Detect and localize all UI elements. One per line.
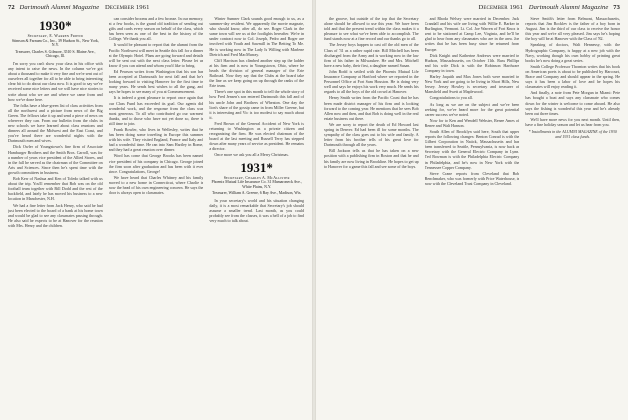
- column-paragraph: Dick Knight and Katherine Andrews were married in Hudson, Massachusetts, on October 11th. Russ Phillips and his wife Dick is with the Robinson Hardware Company in town.: [424, 52, 520, 73]
- class-secretary: Secretary, E. Warren Friend: [27, 34, 83, 38]
- text-column: [425, 16, 520, 416]
- column-paragraph: John Rodd is settled with the Phoenix Mutual Life Insurance Company at Hartford where we reported in the Personnel Office at Fort Sam Houston. He is doing very well and says he enjoys his work very much. He sends his regards to all the boys of the old crowd at Hanover.: [324, 68, 419, 95]
- left-page: [0, 0, 312, 420]
- column-paragraph: Harley Jaquith and Max Jones both were married in New York and are going to be living in Short Hills, New Jersey. Jersey Howley is secretary and treasurer of Mansfield and Swett at Maplewood.: [424, 74, 520, 95]
- right-running-head: [324, 4, 620, 14]
- left-page-number: 72: [8, 4, 15, 11]
- column-paragraph: Speaking of doctors, Walt Hennessy, with the Hydrographic Company, is happy at a new job with the Navy, working though his own hobby of printing great books he's now doing a great series.: [525, 42, 621, 63]
- text-column: [109, 16, 204, 416]
- text-column: [525, 16, 620, 416]
- column-paragraph: South Allen of Brooklyn said here, South that upper reports the following changes: Benton Conrad is with the Gilbert Corporation in Natick, Massachusetts and has been transferred to Seattle, Pennsylvania, is now back as Secretary with the General Electric Company in Lynn. Ted Bowman is with the Philadelphia Electric Company in Philadelphia, and he's now in New York with the Tennessee Copper Company.: [424, 128, 520, 170]
- text-column: [209, 16, 304, 416]
- column-paragraph: Steve Crane reports from Cleveland that Bob Benchmaker, who was formerly with Price Waterhouse, is now with the Cleveland Trust Company in Cleveland.: [424, 170, 520, 186]
- column-paragraph: Now for to Ken and Wendell Webster, Renee Ames of Renee and Walt Hanson.: [424, 117, 520, 128]
- column-paragraph: Dick Owler of Youngstown's fine firm of Associate Hamburger Brothers and the Smith Bros. Carroll, was for a number of years vice president of the Allied Stores, and in the fall he served as the chairman of the Committee on Arts and Sciences. Since then he's spent time with the growth committees in business.: [8, 144, 103, 175]
- class-officer-address: Treasurer, William A. Greene, 6 Bay Ave., Madison, Wis.: [211, 191, 302, 196]
- column-paragraph: We had a fine letter from Jack Henry, who said he had just been elected to the board of a bank at his home town and would be glad to see any classmates passing through. He also said he expects to be at Hanover for the reunion with Mrs. Henry and the children.: [8, 202, 103, 228]
- class-officer-address: Stimson & Farnum Co., Inc., 39 Hudson St., New York, N.Y.: [11, 38, 99, 48]
- column-paragraph: We'll have more news for you next month. Until then, have a fine holiday season and let us hear from you.: [525, 116, 621, 127]
- column-paragraph: the groove, but outside of the top that the Secretary alone should be allowed to use this year. We have been told and that the present trend within the class makes it a pleasure to see what we've been able to accomplish. The fund stands now at a fine record and our thanks go to all.: [324, 16, 419, 42]
- column-paragraph: Bill Jackson tells us that he has taken on a new position with a publishing firm in Boston and that he and his family are now living in Brookline. He hopes to get up to Hanover for a game this fall and see some of the boys.: [324, 148, 419, 169]
- column-paragraph: And finally, a note from Pete Morgan in Miami: Pete has bought a boat and says any classmate who comes down for the winter is welcome to come aboard. He also says the fishing is wonderful this year and he's already been out three times.: [525, 90, 621, 116]
- column-paragraph: As long as we are on the subject and we've been seeking for, we've heard more for the great potential career success we've noted.: [424, 101, 520, 117]
- column-paragraph: It would be pleasant to report that the alumni from the Pacific Northwest will meet in Seattle this fall for a dinner at the Olympic Hotel. Plans are going forward and details will be sent out with the next class letter. Please let us know if you can attend and whom you'd like to bring.: [108, 42, 204, 68]
- column-paragraph: Henry Smith writes from the Pacific Coast that he has been made district manager of his firm and is looking forward to the coming year. He mentions that he sees Bob Allen now and then, and that Bob is doing well in the real estate business out there.: [324, 95, 419, 121]
- class-secretary: Secretary, Charles A. McAllister: [223, 175, 290, 180]
- right-columns: [324, 16, 620, 416]
- column-paragraph: Bob Kerr of Nashua and Ken of Toledo talked with us about the trip. You'll remember that Bob was on the old football team together with Bill Dodd and the rest of the backfield, and lately he has moved his business to a new location in Manchester, N.H.: [8, 176, 103, 202]
- column-paragraph: We are sorry to report the death of Ed Howard last spring in Denver. Ed had been ill for some months. The sympathy of the class goes out to his wife and family. A letter from his brother tells of his great love for Dartmouth through all the years.: [324, 121, 419, 148]
- column-paragraph: Word has come that George Brooks has been named vice president of his company in Chicago. George joined the firm soon after graduation and has been with it ever since. Congratulations, George!: [108, 153, 204, 174]
- column-paragraph: There's one spot in this month to tell the whole story of how Fred Jensen's son entered Dartmouth this fall and of his uncle John and Brothers of Wheaton. One day the lion's share of the gossip came in from Miller Greene, but it is interesting and Vic is too modest to say much about it.: [209, 89, 305, 120]
- footnote: * Installments in the ALUMNI MAGAZINE of the 1930 and 1931 class funds.: [528, 128, 617, 139]
- column-paragraph: Once more we ask you all a Merry Christmas.: [214, 152, 289, 158]
- column-paragraph: Smith College Professor Thornton writes that his book on American poets is about to be published by Harcourt, Brace and Company and should appear in the spring. He says it has been a labor of love and he hopes his classmates will enjoy reading it.: [525, 63, 621, 90]
- right-magazine-title: Dartmouth Alumni Magazine: [528, 4, 609, 11]
- column-paragraph: The folks have a blue-green list of class activities from all the northwest and a picture from news of the Big Green. The fellows take it up and send a piece of news on wherever they can. From our bulletin from the clubs in new schools we have learned about class reunions and dinners all around the Midwest and the East Coast, and you've heard there are wonderful nights with the Dartmouth men and wives.: [8, 102, 103, 144]
- column-paragraph: can consider brooms and a few bronze. In our memory, at a few books, is the grand old tradition of sending out gifts and cards every season on behalf of the class, which has been seen as one of the best in the history of the College. We thank you all.: [108, 16, 204, 42]
- right-issue-date: December 1961: [478, 4, 524, 11]
- column-paragraph: It is indeed a great pleasure to report once again that our Class Fund has exceeded its goal. Our agents did wonderful work, and the response from the class was most generous. To all who contributed go our warmest thanks, and to those who have not yet done so, there is still time to join.: [108, 95, 204, 126]
- column-paragraph: In your secretary's world and his situation changing daily, it is a most remarkable that Secretary's job should assume a smaller trend. Last month, as you could probably see from the classes, it was a hell of a job to find very much to talk about.: [209, 197, 305, 224]
- text-column: [8, 16, 103, 416]
- column-paragraph: The Jersey boys happen to cast off the old men of the Class of '31 as a rather rapid rate. Bill Mitchell has been discharged from the Army and is working now in the law firm of his father in Milwaukee. He and Mrs. Mitchell have a new baby, their first, a daughter named Susan.: [324, 42, 419, 68]
- left-running-head: [8, 4, 304, 14]
- class-year-heading: 1930*: [39, 18, 72, 33]
- column-paragraph: Congratulations to you all.: [429, 95, 473, 101]
- right-page-number: 73: [613, 4, 620, 11]
- column-paragraph: Fred Brown of the General Accident of New York is returning to Washington as a private citizen and reorganizing the firm. He was elected chairman of the board at the last meeting and Russell Terry has stepped down after many years of service as president. He remains a director.: [209, 120, 305, 152]
- text-column: [324, 16, 419, 416]
- column-paragraph: Winter Sumner Clark sounds good enough to us, as a summer-day resident. We apparently the movie magnate, who should know, after all, do see. Roger Clark in the same town will see us at the footlights hereafter. We're in under contract now to Col. Joseph, Pedro and Roger are involved with Youth and Sawmill in The Betting To Me. He is working now in The Lady Is Willing with Marlene Dietrich and Fred MacMurray.: [209, 16, 305, 57]
- class-officer-address: Phoenix Mutual Life Insurance Co. 31 Mamaroneck Ave., White Plains, N.Y.: [211, 180, 302, 189]
- column-paragraph: We have heard that Charles Whitney and his family moved to a new home in Connecticut, where Charlie is now the head of his own engineering concern. He says the door is always open to classmates.: [108, 174, 204, 196]
- column-paragraph: Steve Smith's letter from Belmont, Massachusetts, reports that Jim Rocklev is the father of a boy born in August. Jim is the third of our class to receive the honor this year and we're all very pleased. Jim says he's hoping the boy will be at Hanover with the Class of '82.: [525, 16, 621, 42]
- left-issue-date: December 1961: [104, 4, 150, 11]
- column-paragraph: Frank Bowler, who lives in Wellesley, writes that he has been doing some traveling in Europe this summer with his wife. They visited England, France and Italy and had a wonderful time. He ran into Sam Hartley in Rome, and they had a great reunion over dinner.: [108, 126, 204, 153]
- column-paragraph: I'm sorry you can't show your class in his office with any intent to raise the news. In the column we've got about a thousand to make it very fine and we're sent out of ourselves all together for all to be able to bring interesting clear bit to do about our class now. It is good to say we've received some nice letters and we will have nice stories to write about who we are and where we came from and how we've done here.: [8, 60, 103, 102]
- class-year-heading: 1931*: [240, 159, 273, 175]
- right-page: [316, 0, 628, 420]
- class-officer-address: Treasurer, Charles S. Gilmore, 3510 S. Blaine Ave., Chicago, Ill.: [15, 49, 96, 59]
- left-columns: [8, 16, 304, 416]
- left-magazine-title: Dartmouth Alumni Magazine: [19, 4, 100, 11]
- column-paragraph: Cliff Harrison has climbed another step up the ladder at his firm and is now in Youngstown, Ohio, where he heads the division of general manager of the Erie Railroad. Now they say that the Clubs at the board take the line as we keep going on up through the ranks of the Erie team.: [209, 57, 305, 89]
- column-paragraph: and Rhoda Welsey were married in December. Jack Crandall and his wife are living with Willie E. Barker in Burlington, Vermont. Lt. Col. Joe Warren of Fort Knox is sent to be stationed at Camp Lee, Virginia, and he'll be glad to hear from any classmates who are in the area. Joe writes that he has been busy since he returned from Europe.: [424, 16, 520, 52]
- column-paragraph: Ed Pearson writes from Washington that his son has been accepted at Dartmouth for next fall and that he's looking forward to visiting Hanover for the first time in many years. He sends best wishes to all the gang, and says he hopes to see many of you at Commencement.: [108, 68, 204, 95]
